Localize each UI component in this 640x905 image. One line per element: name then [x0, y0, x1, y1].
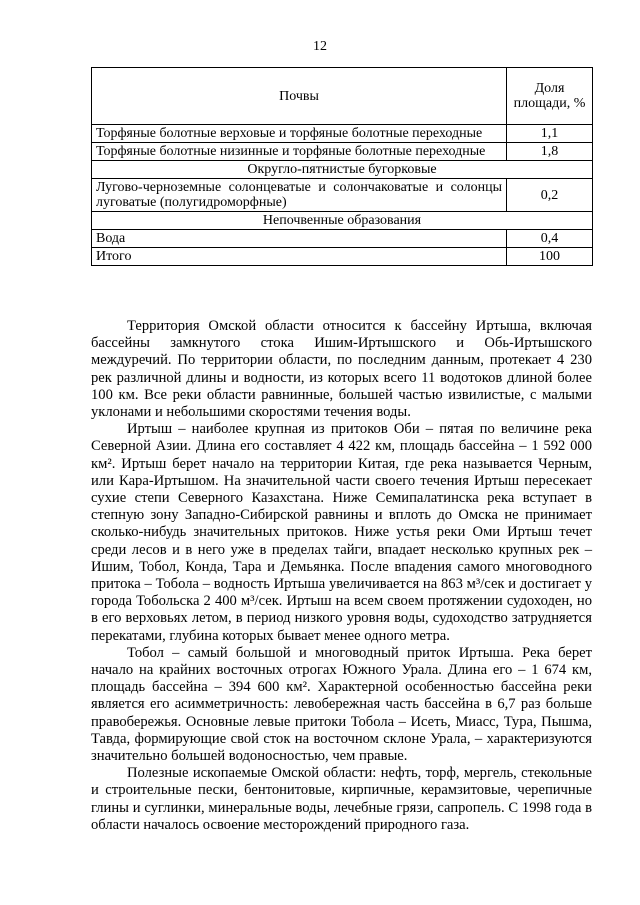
table-row	[92, 230, 593, 248]
soil-share-table	[91, 67, 593, 266]
paragraph-minerals: Полезные ископаемые Омской области: нефть, торф, мергель, стекольные и строительные пески, бентонитовые, кирпичные, керамзитовые, черепичные глины и суглинки, минеральные воды, лечебные грязи, сапропель. С 1998 года в области началось освоение месторождений природного газа.	[91, 765, 592, 833]
table-row	[92, 248, 593, 266]
group-label: Округло-пятнистые бугорковые	[92, 161, 593, 179]
share-value: 0,4	[507, 230, 593, 248]
soil-name: Итого	[92, 248, 507, 266]
share-value: 100	[507, 248, 593, 266]
header-share: Доля площади, %	[507, 68, 593, 125]
share-value: 1,1	[507, 125, 593, 143]
paragraph-irtysh: Иртыш – наиболее крупная из притоков Оби – пятая по величине река Северной Азии. Длина его составляет 4 422 км, площадь бассейна – 1 592 000 км². Иртыш берет начало на территории Китая, где река называется Черным, или Кара-Иртышом. На значительной части своего течения Иртыш пересекает сухие степи Северного Казахстана. Ниже Семипалатинска река вступает в степную зону Западно-Сибирской равнины и вплоть до Омска не принимает сколько-нибудь значительных притоков. Ниже устья реки Оми Иртыш течет среди лесов и в него уже в пределах тайги, впадает несколько крупных рек – Ишим, Тобол, Конда, Тара и Демьянка. После впадения самого многоводного притока – Тобола – водность Иртыша увеличивается на 863 м³/сек и достигает у города Тобольска 2 400 м³/сек. Иртыш на всем своем протяжении судоходен, но в его верховьях летом, в период низкого уровня воды, судоходство затрудняется перекатами, глубина которых бывает менее одного метра.	[91, 421, 592, 644]
soil-name: Торфяные болотные низинные и торфяные болотные переходные	[92, 143, 507, 161]
table-row	[92, 125, 593, 143]
table-group-row	[92, 161, 593, 179]
table-row	[92, 143, 593, 161]
body-text	[91, 318, 592, 834]
table-group-row	[92, 212, 593, 230]
soil-name: Вода	[92, 230, 507, 248]
group-label: Непочвенные образования	[92, 212, 593, 230]
header-soils: Почвы	[92, 68, 507, 125]
paragraph-tobol: Тобол – самый большой и многоводный приток Иртыша. Река берет начало на крайних восточных отрогах Южного Урала. Длина его – 1 674 км, площадь бассейна – 394 600 км². Характерной особенностью бассейна реки является его асимметричность: левобережная часть бассейна в 6,7 раз больше правобережья. Основные левые притоки Тобола – Исеть, Миасс, Тура, Пышма, Тавда, формирующие свой сток на восточном склоне Урала, – характеризуются значительно большей водоносностью, чем правые.	[91, 644, 592, 765]
share-value: 1,8	[507, 143, 593, 161]
table-row	[92, 179, 593, 212]
page-number: 12	[313, 39, 327, 54]
soil-name: Лугово-черноземные солонцеватые и солончаковатые и солонцы луговатые (полугидроморфные)	[92, 179, 507, 212]
soil-name: Торфяные болотные верховые и торфяные болотные переходные	[92, 125, 507, 143]
paragraph-omsk-basin: Территория Омской области относится к бассейну Иртыша, включая бассейны замкнутого стока Ишим-Иртышского и Обь-Иртышского междуречий. По территории области, по последним данным, протекает 4 230 рек различной длины и водности, из которых всего 11 водотоков длиной более 100 км. Все реки области равнинные, большей частью извилистые, с малыми уклонами и небольшими скоростями течения воды.	[91, 318, 592, 421]
share-value: 0,2	[507, 179, 593, 212]
table-header-row	[92, 68, 593, 125]
